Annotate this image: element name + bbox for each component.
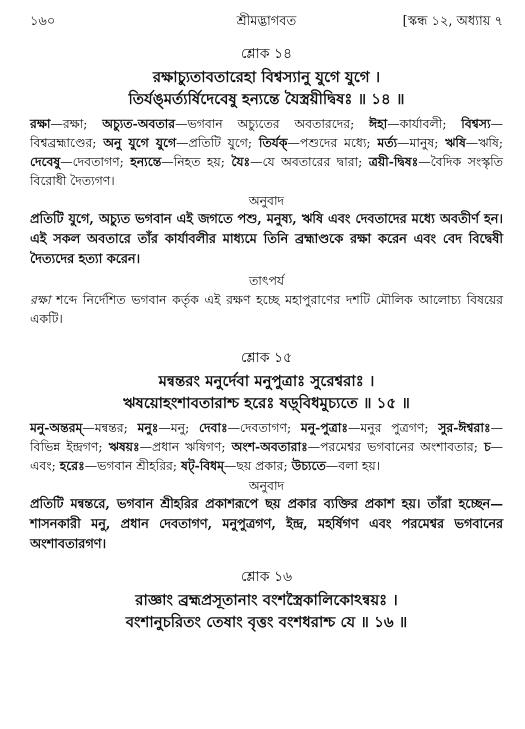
synonym-meaning: বৈদিক সংস্কৃতি বিরোধী দৈত্যগণ।	[30, 154, 503, 188]
verse-16-title: শ্লোক ১৬	[240, 569, 293, 585]
synonym-meaning: যে অবতারের দ্বারা	[262, 154, 359, 169]
verse-15-synonyms: মনু-অন্তরম্—মন্বন্তর; মনুঃ—মনু; দেবাঃ—দেবতাগণ; মনু-পুত্রাঃ—মনুর পুত্রগণ; সুর-ঈশ্বরাঃ—বিভিন্ন ইন্দ্রগণ; ঋষয়ঃ—প্রধান ঋষিগণ; অংশ-অবতারাঃ—পরমেশ্বর ভগবানের অংশাবতার; চ—এবং; হরেঃ—ভগবান শ্রীহরির; ষট্-বিধম্—ছয় প্রকার; উচ্যতে—বলা হয়।	[30, 420, 504, 473]
synonym-word: রক্ষা	[30, 116, 51, 131]
synonym-word: দেবাঃ	[198, 420, 228, 435]
book-title: শ্রীমদ্ভাগবত	[236, 14, 297, 29]
synonym-word: উচ্যতে	[291, 458, 326, 473]
synonym-word: চ	[483, 439, 491, 454]
synonym-meaning: ঋষি	[478, 135, 499, 150]
synonym-meaning: কার্যাবলী	[399, 116, 443, 131]
synonym-meaning: নিহত হয়	[173, 154, 221, 169]
synonym-meaning: মানুষ	[409, 135, 435, 150]
page-header	[30, 10, 503, 32]
synonym-word: মর্ত্য	[377, 135, 398, 150]
verse-15-line-2: ঋষয়োহংশাবতারাশ্চ হরেঃ ষড়্‌বিধমুচ্যতে ॥ ১৫ ॥	[123, 394, 410, 412]
synonym-meaning: মনু	[170, 420, 186, 435]
synonym-word: যৈঃ	[231, 154, 251, 169]
synonym-word: তির্যক্	[258, 135, 288, 150]
verse-14-line-1: রক্ষাচ্যুতাবতারেহা বিশ্বস্যানু যুগে যুগে ।	[152, 68, 381, 86]
verse-14-purport	[30, 290, 503, 328]
synonym-word: ঋষি	[445, 135, 466, 150]
synonym-word: মনু-পুত্রাঃ	[300, 420, 348, 435]
synonym-meaning: ছয় প্রকার	[236, 458, 284, 473]
purport-text: শব্দে নির্দেশিত ভগবান কর্তৃক এই রক্ষণ হচ্ছে মহাপুরাণের দশটি মৌলিক আলোচ্য বিষয়ের একটি।	[30, 292, 503, 326]
synonym-word: ত্রয়ী-দ্বিষঃ	[368, 154, 419, 169]
synonym-meaning: পরমেশ্বর ভগবানের অংশাবতার	[320, 439, 474, 454]
synonym-meaning: বিশ্বব্রহ্মাণ্ডের	[30, 135, 93, 150]
synonym-meaning: রক্ষা	[62, 116, 84, 131]
chapter-reference: [স্কন্ধ ১২, অধ্যায় ৭	[402, 14, 503, 29]
synonym-meaning: দেবতাগণ	[240, 420, 287, 435]
synonym-meaning: মন্বন্তর	[94, 420, 124, 435]
verse-15-translation: প্রতিটি মন্বন্তরে, ভগবান শ্রীহরির প্রকাশরূপে ছয় প্রকার ব্যক্তির প্রকাশ হয়। তাঁরা হচ্ছেন—শাসনকারী মনু, প্রধান দেবতাগণ, মনুপুত্রগণ, ইন্দ্র, মহর্ষিগণ এবং পরমেশ্বর ভগবানের অংশাবতারগণ।	[30, 497, 503, 552]
synonym-meaning: ভগবান অচ্যুতের অবতারদের	[187, 116, 351, 131]
verse-15-translation-label: অনুবাদ	[248, 478, 285, 493]
synonym-word: হন্যন্তে	[130, 154, 162, 169]
synonym-meaning: দেবতাগণ	[72, 154, 120, 169]
synonym-meaning: এবং	[30, 458, 52, 473]
synonym-meaning: ভগবান শ্রীহরির	[97, 458, 173, 473]
synonym-word: ষট্-বিধম্	[180, 458, 224, 473]
page-number: ১৬০	[30, 14, 56, 29]
verse-14-translation-label: অনুবাদ	[248, 193, 285, 208]
synonym-meaning: মনুর পুত্রগণ	[360, 420, 425, 435]
synonym-word: ঈহা	[369, 116, 388, 131]
synonym-word: অনু যুগে যুগে	[103, 135, 177, 150]
synonym-word: বিশ্বস্য	[461, 116, 491, 131]
verse-15-title: শ্লোক ১৫	[240, 350, 293, 366]
verse-14-translation: প্রতিটি যুগে, অচ্যুত ভগবান এই জগতে পশু, মনুষ্য, ঋষি এবং দেবতাদের মধ্যে অবতীর্ণ হন। এই সকল অবতারে তাঁর কার্যাবলীর মাধ্যমে তিনি ব্রহ্মাণ্ডকে রক্ষা করেন এবং বেদ বিদ্বেষী দৈত্যদের হত্যা করেন।	[30, 212, 503, 267]
synonym-word: অচ্যুত-অবতার	[102, 116, 176, 131]
verse-16-line-2: বংশানুচরিতং তেষাং বৃত্তং বংশধরাশ্চ যে ॥ ১৬ ॥	[125, 613, 408, 631]
verse-14-title: শ্লোক ১৪	[240, 46, 293, 62]
verse-15-line-1: মন্বন্তরং মনুর্দেবা মনুপুত্রাঃ সুরেশ্বরাঃ ।	[158, 372, 375, 390]
synonym-meaning: প্রতিটি যুগে	[188, 135, 248, 150]
purport-italic-word: রক্ষা	[30, 292, 51, 307]
synonym-word: হরেঃ	[59, 458, 85, 473]
synonym-meaning: বিভিন্ন ইন্দ্রগণ	[30, 439, 99, 454]
synonym-word: দেবেষু	[30, 154, 61, 169]
synonym-word: মনু-অন্তরম্	[30, 420, 83, 435]
verse-14-purport-label: তাৎপর্য	[248, 273, 285, 288]
verse-14-line-2: তির্যঙ্‌মর্ত্যর্ষিদেবেষু হন্যন্তে যৈস্ত্রয়ীদ্বিষঃ ॥ ১৪ ॥	[128, 90, 405, 108]
synonym-word: অংশ-অবতারাঃ	[231, 439, 308, 454]
synonym-word: মনুঃ	[137, 420, 159, 435]
synonym-meaning: প্রধান ঋষিগণ	[151, 439, 222, 454]
synonym-meaning: পশুদের মধ্যে	[299, 135, 367, 150]
synonym-word: সুর-ঈশ্বরাঃ	[438, 420, 491, 435]
synonym-meaning: বলা হয়।	[338, 458, 381, 473]
verse-16-line-1: রাজ্ঞাং ব্রহ্মপ্রসূতানাং বংশস্ত্রৈকালিকোঽন্বয়ঃ ।	[135, 591, 398, 609]
synonym-word: ঋষয়ঃ	[108, 439, 140, 454]
verse-14-synonyms: রক্ষা—রক্ষা; অচ্যুত-অবতার—ভগবান অচ্যুতের অবতারদের; ঈহা—কার্যাবলী; বিশ্বস্য—বিশ্বব্রহ্মাণ্ডের; অনু যুগে যুগে—প্রতিটি যুগে; তির্যক্—পশুদের মধ্যে; মর্ত্য—মানুষ; ঋষি—ঋষি; দেবেষু—দেবতাগণ; হন্যন্তে—নিহত হয়; যৈঃ—যে অবতারের দ্বারা; ত্রয়ী-দ্বিষঃ—বৈদিক সংস্কৃতি বিরোধী দৈত্যগণ।	[30, 116, 503, 188]
